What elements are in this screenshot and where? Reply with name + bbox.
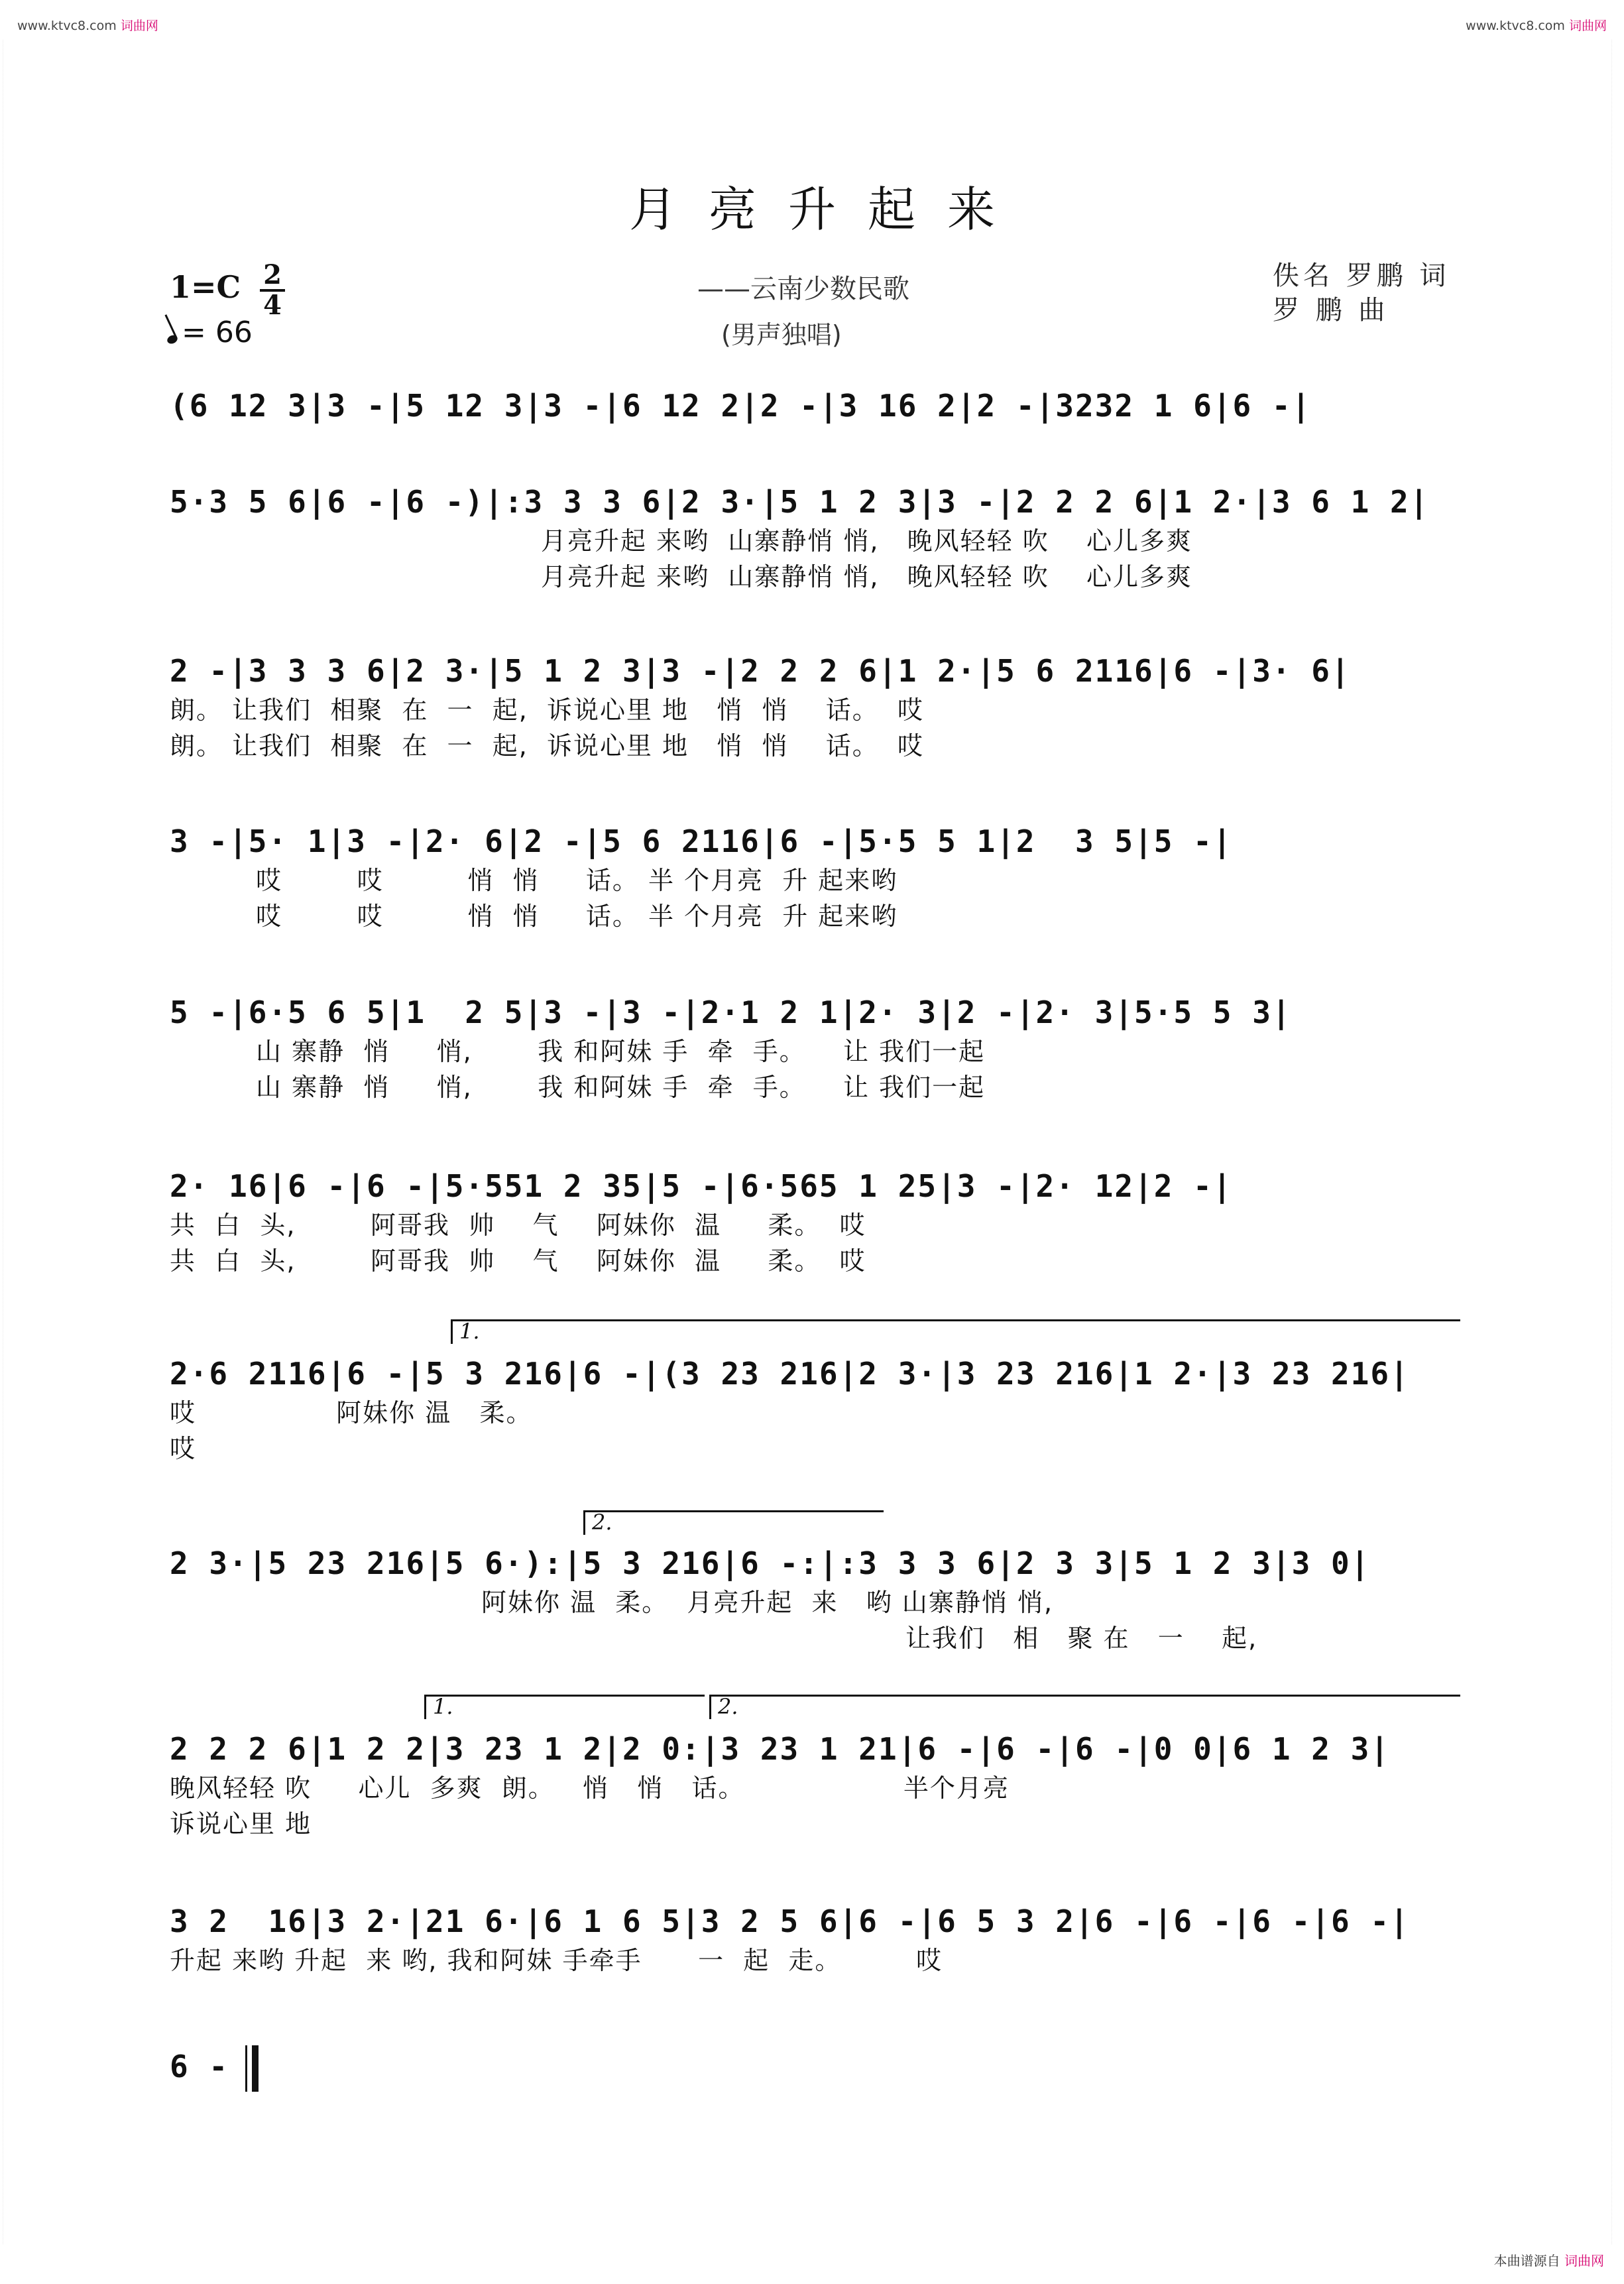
volta-bracket-1 [451, 1319, 1460, 1344]
lyricist-credit: 佚名 罗鹏 词 [1273, 261, 1450, 291]
site-header-right [1466, 16, 1607, 34]
final-barline-thick [252, 2045, 259, 2092]
time-top: 2 [263, 259, 282, 290]
tempo-marking [167, 316, 253, 349]
lyric-verse-2: 让我们 相 聚 在 一 起, [905, 1624, 1258, 1653]
notation-line: 2 3·|5 23 216|5 6·):|5 3 216|6 -:|:3 3 3 6|2 3 3|5 1 2 3|3 0| [170, 1545, 1371, 1581]
footer-source-text: 本曲谱源自 [1493, 2253, 1560, 2269]
notation-line: 5 -|6·5 6 5|1 2 5|3 -|3 -|2·1 2 1|2· 3|2 -|2· 3|5·5 5 3| [170, 994, 1292, 1030]
volta-bracket-2 [583, 1510, 884, 1535]
site-brand[interactable]: 词曲网 [120, 19, 158, 33]
tempo-value: = 66 [182, 316, 253, 349]
volta-label: 2. [718, 1694, 738, 1719]
volta-bracket-3 [424, 1695, 705, 1719]
notation-line: 3 2 16|3 2·|21 6·|6 1 6 5|3 2 5 6|6 -|6 5 3 2|6 -|6 -|6 -|6 -| [170, 1903, 1410, 1939]
score-system-2 [170, 481, 1458, 595]
site-url[interactable]: www.ktvc8.com [17, 19, 117, 33]
lyric-verse-1: 升起 来哟 升起 来 哟, 我和阿妹 手牵手 一 起 走。 哎 [170, 1946, 943, 1975]
notation-line: 2· 16|6 -|6 -|5·551 2 35|5 -|6·565 1 25|3 -|2· 12|2 -| [170, 1168, 1233, 1204]
score-system-5 [170, 991, 1458, 1105]
score-system-9 [170, 1728, 1458, 1842]
lyric-verse-2: 朗。 让我们 相聚 在 一 起, 诉说心里 地 悄 悄 话。 哎 [170, 731, 924, 760]
score-system-3 [170, 650, 1458, 764]
lyric-verse-2: 月亮升起 来哟 山寨静悄 悄, 晚风轻轻 吹 心儿多爽 [541, 562, 1193, 591]
notation-line: 3 -|5· 1|3 -|2· 6|2 -|5 6 2116|6 -|5·5 5 1|2 3 5|5 -| [170, 823, 1233, 859]
lyric-verse-2: 哎 [170, 1434, 197, 1463]
song-subtitle: ——云南少数民歌 [697, 274, 909, 304]
volta-label: 1. [433, 1694, 453, 1719]
notation-line: 2 2 2 6|1 2 2|3 23 1 2|2 0:|3 23 1 21|6 -|6 -|6 -|0 0|6 1 2 3| [170, 1731, 1391, 1767]
volta-bracket-4 [709, 1695, 1460, 1719]
lyric-verse-1: 阿妹你 温 柔。 月亮升起 来 哟 山寨静悄 悄, [481, 1588, 1054, 1617]
quarter-note-icon [166, 333, 179, 345]
lyric-verse-1: 哎 哎 悄 悄 话。 半 个月亮 升 起来哟 [256, 866, 898, 895]
score-system-7 [170, 1352, 1458, 1467]
lyric-verse-1: 月亮升起 来哟 山寨静悄 悄, 晚风轻轻 吹 心儿多爽 [541, 526, 1193, 556]
lyric-verse-2: 山 寨静 悄 悄, 我 和阿妹 手 牵 手。 让 我们一起 [256, 1073, 986, 1102]
lyric-verse-1: 山 寨静 悄 悄, 我 和阿妹 手 牵 手。 让 我们一起 [256, 1037, 986, 1066]
volta-label: 1. [459, 1319, 480, 1344]
lyric-verse-2: 哎 哎 悄 悄 话。 半 个月亮 升 起来哟 [256, 902, 898, 931]
score-system-1 [170, 385, 1458, 427]
notation-line: 2·6 2116|6 -|5 3 216|6 -|(3 23 216|2 3·|3 23 216|1 2·|3 23 216| [170, 1356, 1410, 1392]
score-system-8 [170, 1542, 1458, 1656]
lyric-verse-1: 朗。 让我们 相聚 在 一 起, 诉说心里 地 悄 悄 话。 哎 [170, 695, 924, 725]
lyric-verse-1: 晚风轻轻 吹 心儿 多爽 朗。 悄 悄 话。 半个月亮 [170, 1773, 1010, 1803]
notation-line: (6 12 3|3 -|5 12 3|3 -|6 12 2|2 -|3 16 2|2 -|3232 1 6|6 -| [170, 388, 1312, 424]
lyric-verse-1: 哎 阿妹你 温 柔。 [170, 1398, 533, 1427]
footer-brand[interactable]: 词曲网 [1564, 2253, 1604, 2269]
lyric-verse-2: 共 白 头, 阿哥我 帅 气 阿妹你 温 柔。 哎 [170, 1246, 866, 1276]
time-signature [260, 259, 285, 321]
composer-credit: 罗 鹏 曲 [1273, 295, 1389, 326]
site-url-right[interactable]: www.ktvc8.com [1466, 19, 1565, 33]
score-system-4 [170, 820, 1458, 934]
right-margin-watermark [1611, 40, 1621, 2244]
score-system-6 [170, 1165, 1458, 1279]
notation-line: 2 -|3 3 3 6|2 3·|5 1 2 3|3 -|2 2 2 6|1 2·|5 6 2116|6 -|3· 6| [170, 653, 1351, 689]
notation-line: 6 - [170, 2049, 229, 2084]
lyric-verse-2: 诉说心里 地 [170, 1809, 312, 1838]
key-signature: 1=C [170, 269, 241, 305]
voice-type: (男声独唱) [721, 320, 842, 349]
score-system-11 [170, 2045, 1458, 2088]
song-title: 月亮升起来 [628, 182, 1027, 237]
time-bottom: 4 [263, 290, 282, 321]
volta-label: 2. [592, 1510, 612, 1535]
left-margin-watermark [3, 40, 13, 2244]
site-brand-right[interactable]: 词曲网 [1568, 19, 1607, 33]
notation-line: 5·3 5 6|6 -|6 -)|:3 3 3 6|2 3·|5 1 2 3|3 -|2 2 2 6|1 2·|3 6 1 2| [170, 484, 1430, 520]
footer-source [1494, 2250, 1604, 2269]
site-header-left [17, 16, 158, 34]
lyric-verse-1: 共 白 头, 阿哥我 帅 气 阿妹你 温 柔。 哎 [170, 1211, 866, 1240]
score-system-10 [170, 1900, 1458, 1978]
final-barline-thin [245, 2045, 247, 2092]
